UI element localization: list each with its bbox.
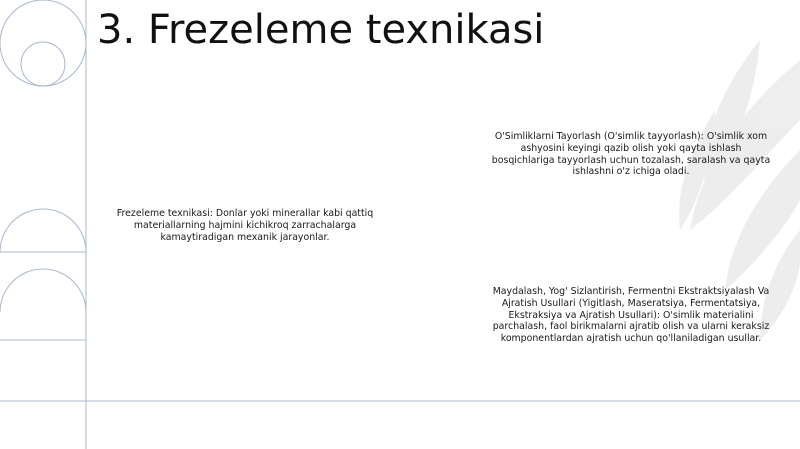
slide-title: 3. Frezeleme texnikasi [97, 7, 545, 53]
text-block-plant-preparation: O'Simliklarni Tayorlash (O'simlik tayyorlash): O'simlik xom ashyosini keyingi qazib olish yoki qayta ishlash bosqichlariga tayyorlash uchun tozalash, saralash va qayta ishlashni o'z ichiga oladi. [491, 131, 771, 178]
text-block-extraction-methods: Maydalash, Yog' Sizlantirish, Fermentni Ekstraktsiyalash Va Ajratish Usullari (Yigitlash, Maseratsiya, Fermentatsiya, Ekstraksiya va Ajratish Usullari): O'simlik materialini parchalash, faol birikmalarni ajratib olish va ularni keraksiz komponentlardan ajratish uchun qo'llaniladigan usullar. [492, 286, 770, 345]
arch-upper [0, 209, 86, 252]
text-block-milling-definition: Frezeleme texnikasi: Donlar yoki minerallar kabi qattiq materiallarning hajmini kichikroq zarrachalarga kamaytiradigan mexanik jarayonlar. [116, 208, 374, 243]
top-circle-large [0, 0, 86, 86]
top-circle-small [21, 42, 65, 86]
arch-lower [0, 269, 86, 312]
